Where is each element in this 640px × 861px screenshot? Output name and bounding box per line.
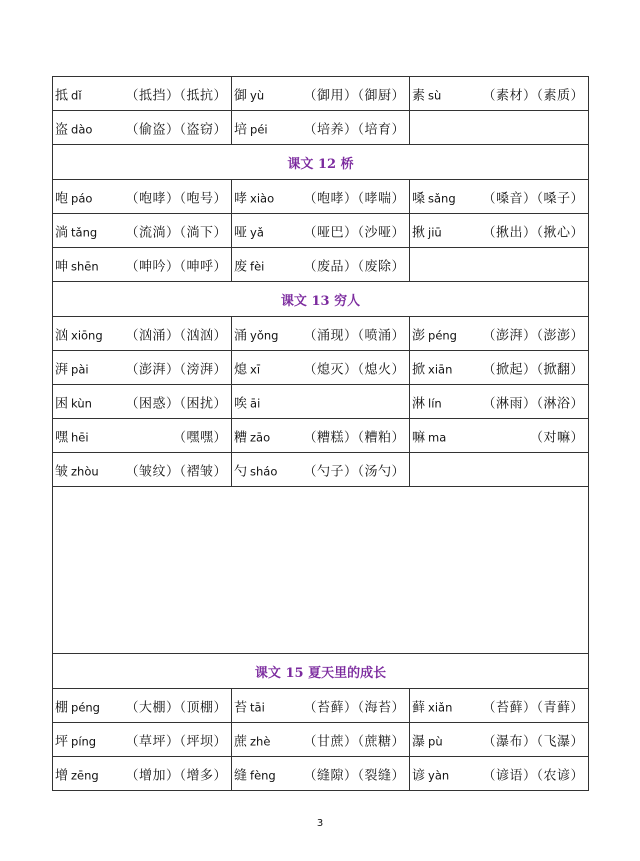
character: 皱 — [55, 464, 69, 479]
pinyin: xiào — [250, 191, 275, 205]
vocab-cell — [53, 77, 232, 111]
pinyin: sǎng — [428, 191, 456, 205]
pinyin: xī — [250, 362, 261, 376]
character: 素 — [412, 88, 426, 103]
example-words: （甘蔗）（蔗糖） — [303, 734, 405, 749]
vocab-cell — [410, 317, 589, 351]
character: 御 — [234, 88, 248, 103]
pinyin: xiōng — [71, 328, 103, 342]
vocab-cell — [232, 214, 410, 248]
pinyin: yǎ — [250, 225, 264, 239]
vocab-cell — [232, 419, 410, 453]
vocab-cell — [232, 317, 410, 351]
vocab-cell — [53, 419, 232, 453]
pinyin: péng — [71, 700, 100, 714]
pinyin: yǒng — [250, 328, 279, 342]
character: 藓 — [412, 700, 426, 715]
pinyin: zhè — [250, 734, 271, 748]
character: 棚 — [55, 700, 69, 715]
character: 坪 — [55, 734, 69, 749]
vocab-cell — [53, 248, 232, 282]
vocab-cell — [232, 689, 410, 723]
table-row — [53, 689, 589, 723]
table-row — [53, 757, 589, 791]
vocab-cell — [53, 317, 232, 351]
vocab-cell — [232, 351, 410, 385]
example-words: （嘿嘿） — [172, 430, 227, 445]
example-words: （废品）（废除） — [303, 259, 405, 274]
pinyin: yù — [250, 88, 265, 102]
pinyin: xiān — [428, 362, 453, 376]
lesson-title: 课文 15 夏天里的成长 — [53, 654, 589, 689]
pinyin: tāi — [250, 700, 265, 714]
pinyin: péng — [428, 328, 457, 342]
vocab-cell — [410, 385, 589, 419]
example-words: （偷盗）（盗窃） — [125, 122, 227, 137]
pinyin: yàn — [428, 768, 450, 782]
character: 困 — [55, 396, 69, 411]
vocab-cell — [53, 111, 232, 145]
table-row — [53, 453, 589, 487]
pinyin: āi — [250, 396, 261, 410]
pinyin: hēi — [71, 430, 89, 444]
pinyin: dǐ — [71, 88, 82, 102]
vocab-cell — [53, 453, 232, 487]
vocab-cell — [232, 453, 410, 487]
character: 废 — [234, 259, 248, 274]
table-row — [53, 723, 589, 757]
example-words: （对嘛） — [529, 430, 584, 445]
lesson-heading-row — [53, 654, 589, 689]
example-words: （澎湃）（滂湃） — [125, 362, 227, 377]
example-words: （咆哮）（咆号） — [125, 191, 227, 206]
example-words: （草坪）（坪坝） — [125, 734, 227, 749]
character: 蔗 — [234, 734, 248, 749]
character: 哮 — [234, 191, 248, 206]
character: 掀 — [412, 362, 426, 377]
empty-cell — [410, 453, 589, 487]
character: 抵 — [55, 88, 69, 103]
vocab-cell — [232, 385, 410, 419]
example-words: （素材）（素质） — [482, 88, 584, 103]
character: 增 — [55, 768, 69, 783]
table-row — [53, 419, 589, 453]
example-words: （流淌）（淌下） — [125, 225, 227, 240]
example-words: （谚语）（农谚） — [482, 768, 584, 783]
vocab-cell — [232, 180, 410, 214]
character: 淋 — [412, 396, 426, 411]
example-words: （抵挡）（抵抗） — [125, 88, 227, 103]
example-words: （掀起）（掀翻） — [482, 362, 584, 377]
character: 嘛 — [412, 430, 426, 445]
table-row — [53, 385, 589, 419]
example-words: （涌现）（喷涌） — [303, 328, 405, 343]
vocab-cell — [53, 385, 232, 419]
pinyin: sháo — [250, 464, 278, 478]
vocabulary-table — [52, 76, 589, 791]
example-words: （咆哮）（哮喘） — [303, 191, 405, 206]
example-words: （瀑布）（飞瀑） — [482, 734, 584, 749]
table-row — [53, 77, 589, 111]
pinyin: pài — [71, 362, 89, 376]
pinyin: shēn — [71, 259, 99, 273]
pinyin: zhòu — [71, 464, 99, 478]
pinyin: lín — [428, 396, 442, 410]
vocab-cell — [53, 689, 232, 723]
pinyin: xiǎn — [428, 700, 453, 714]
character: 涌 — [234, 328, 248, 343]
pinyin: jiū — [428, 225, 442, 239]
vocab-cell — [410, 180, 589, 214]
vocab-cell — [410, 77, 589, 111]
pinyin: dào — [71, 122, 93, 136]
empty-cell — [410, 248, 589, 282]
pinyin: zāo — [250, 430, 271, 444]
vocab-cell — [232, 77, 410, 111]
page-number: 3 — [316, 818, 324, 829]
character: 缝 — [234, 768, 248, 783]
vocab-cell — [53, 351, 232, 385]
example-words: （御用）（御厨） — [303, 88, 405, 103]
example-words: （缝隙）（裂缝） — [303, 768, 405, 783]
blank-section — [53, 487, 589, 654]
character: 澎 — [412, 328, 426, 343]
vocab-cell — [410, 723, 589, 757]
vocab-cell — [410, 757, 589, 791]
lesson-title: 课文 12 桥 — [53, 145, 589, 180]
example-words: （勺子）（汤勺） — [303, 464, 405, 479]
character: 嘿 — [55, 430, 69, 445]
example-words: （大棚）（顶棚） — [125, 700, 227, 715]
example-words: （熄灭）（熄火） — [303, 362, 405, 377]
example-words: （呻吟）（呻呼） — [125, 259, 227, 274]
example-words: （苔藓）（青藓） — [482, 700, 584, 715]
vocab-cell — [232, 248, 410, 282]
table-row — [53, 180, 589, 214]
character: 淌 — [55, 225, 69, 240]
example-words: （增加）（增多） — [125, 768, 227, 783]
vocab-cell — [410, 214, 589, 248]
vocab-cell — [232, 111, 410, 145]
character: 勺 — [234, 464, 248, 479]
character: 盗 — [55, 122, 69, 137]
pinyin: péi — [250, 122, 268, 136]
example-words: （困惑）（困扰） — [125, 396, 227, 411]
pinyin: ma — [428, 430, 447, 444]
pinyin: fèi — [250, 259, 265, 273]
character: 糟 — [234, 430, 248, 445]
vocab-cell — [410, 689, 589, 723]
example-words: （澎湃）（澎澎） — [482, 328, 584, 343]
character: 咆 — [55, 191, 69, 206]
example-words: （皱纹）（褶皱） — [125, 464, 227, 479]
vocab-cell — [232, 723, 410, 757]
table-row — [53, 214, 589, 248]
vocab-cell — [53, 723, 232, 757]
example-words: （哑巴）（沙哑） — [303, 225, 405, 240]
example-words: （淋雨）（淋浴） — [482, 396, 584, 411]
vocab-cell — [53, 757, 232, 791]
character: 熄 — [234, 362, 248, 377]
table-row — [53, 248, 589, 282]
table-row — [53, 351, 589, 385]
example-words: （培养）（培育） — [303, 122, 405, 137]
vocab-cell — [53, 214, 232, 248]
lesson-heading-row — [53, 282, 589, 317]
lesson-title: 课文 13 穷人 — [53, 282, 589, 317]
lesson-heading-row — [53, 145, 589, 180]
example-words: （揪出）（揪心） — [482, 225, 584, 240]
character: 哑 — [234, 225, 248, 240]
pinyin: páo — [71, 191, 93, 205]
pinyin: píng — [71, 734, 97, 748]
pinyin: tǎng — [71, 225, 98, 239]
vocab-cell — [232, 757, 410, 791]
example-words: （嗓音）（嗓子） — [482, 191, 584, 206]
table-row — [53, 111, 589, 145]
blank-cell — [53, 487, 589, 654]
character: 苔 — [234, 700, 248, 715]
character: 揪 — [412, 225, 426, 240]
pinyin: zēng — [71, 768, 99, 782]
vocab-cell — [53, 180, 232, 214]
vocab-cell — [410, 419, 589, 453]
character: 培 — [234, 122, 248, 137]
empty-cell — [410, 111, 589, 145]
table-row — [53, 317, 589, 351]
character: 嗓 — [412, 191, 426, 206]
example-words: （苔藓）（海苔） — [303, 700, 405, 715]
example-words: （汹涌）（汹汹） — [125, 328, 227, 343]
pinyin: kùn — [71, 396, 92, 410]
pinyin: fèng — [250, 768, 276, 782]
character: 谚 — [412, 768, 426, 783]
character: 汹 — [55, 328, 69, 343]
pinyin: pù — [428, 734, 443, 748]
example-words: （糟糕）（糟粕） — [303, 430, 405, 445]
character: 湃 — [55, 362, 69, 377]
vocab-cell — [410, 351, 589, 385]
character: 呻 — [55, 259, 69, 274]
character: 瀑 — [412, 734, 426, 749]
pinyin: sù — [428, 88, 442, 102]
character: 唉 — [234, 396, 248, 411]
